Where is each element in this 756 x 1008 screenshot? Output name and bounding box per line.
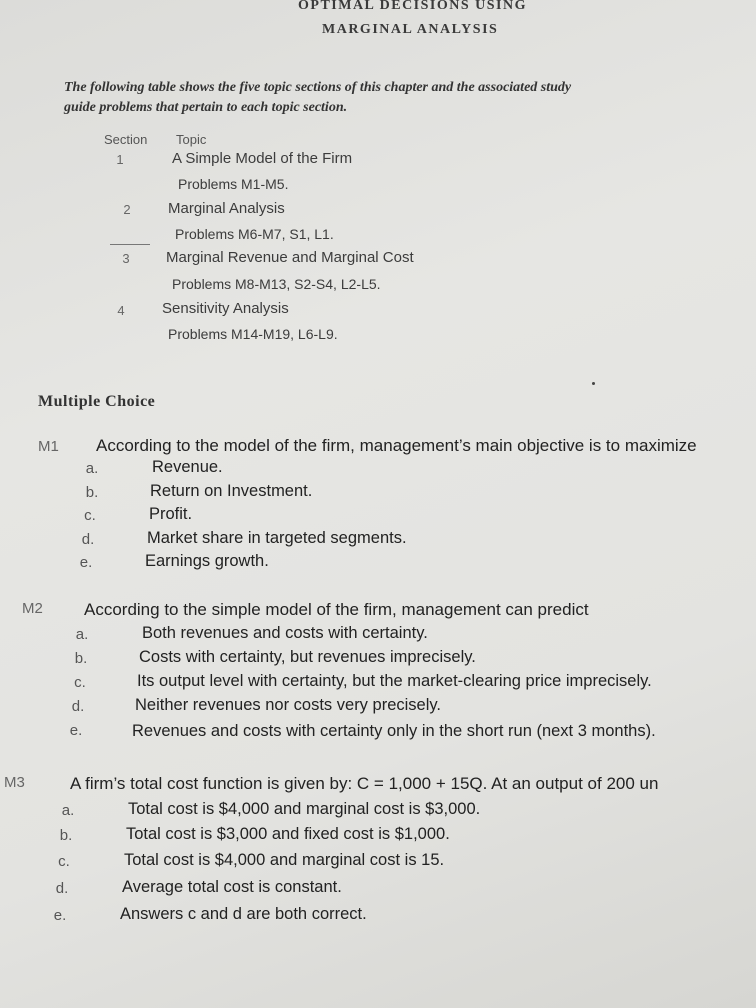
section-column-header: Section bbox=[104, 132, 148, 147]
speck bbox=[592, 382, 595, 385]
question-id: M3 bbox=[4, 774, 25, 791]
option-text: Total cost is $4,000 and marginal cost is $3,000. bbox=[128, 800, 481, 818]
question-text: A firm’s total cost function is given by: C = 1,000 + 15Q. At an output of 200 un bbox=[70, 774, 659, 793]
option-label: d. bbox=[81, 531, 95, 548]
option-label: c. bbox=[74, 674, 86, 691]
section-topic: A Simple Model of the Firm bbox=[172, 150, 353, 167]
question-text: According to the model of the firm, management’s main objective is to maximize bbox=[96, 436, 697, 455]
option-text: Revenues and costs with certainty only in the short run (next 3 months). bbox=[132, 722, 656, 740]
question-text: According to the simple model of the firm, management can predict bbox=[84, 600, 589, 619]
section-topic: Marginal Revenue and Marginal Cost bbox=[166, 249, 414, 266]
question-id: M1 bbox=[38, 438, 59, 455]
option-label: d. bbox=[55, 880, 69, 897]
chapter-title-line2: MARGINAL ANALYSIS bbox=[322, 22, 499, 37]
option-text: Costs with certainty, but revenues imprecisely. bbox=[139, 648, 476, 666]
option-label: e. bbox=[79, 554, 93, 571]
option-text: Average total cost is constant. bbox=[122, 878, 342, 896]
option-text: Total cost is $3,000 and fixed cost is $1,000. bbox=[126, 825, 450, 843]
option-label: e. bbox=[53, 907, 67, 924]
section-number: 3 bbox=[122, 251, 130, 266]
option-text: Answers c and d are both correct. bbox=[120, 905, 367, 923]
topic-column-header: Topic bbox=[176, 132, 207, 147]
section-number: 4 bbox=[117, 303, 125, 318]
option-label: b. bbox=[74, 650, 88, 667]
section-problems: Problems M14-M19, L6-L9. bbox=[168, 326, 338, 342]
option-text: Both revenues and costs with certainty. bbox=[142, 624, 428, 642]
option-text: Market share in targeted segments. bbox=[147, 529, 407, 547]
section-number: 1 bbox=[116, 152, 124, 167]
option-label: c. bbox=[84, 507, 96, 524]
option-label: a. bbox=[75, 626, 89, 643]
intro-line2: guide problems that pertain to each topic section. bbox=[64, 100, 348, 115]
option-text: Profit. bbox=[149, 505, 193, 523]
multiple-choice-heading: Multiple Choice bbox=[38, 393, 156, 410]
option-label: d. bbox=[71, 698, 85, 715]
question-id: M2 bbox=[22, 600, 43, 617]
option-text: Revenue. bbox=[152, 458, 223, 476]
section-problems: Problems M6-M7, S1, L1. bbox=[175, 226, 334, 242]
section-topic: Sensitivity Analysis bbox=[162, 300, 289, 317]
section-problems: Problems M1-M5. bbox=[178, 176, 289, 192]
option-text: Its output level with certainty, but the market-clearing price imprecisely. bbox=[137, 672, 652, 690]
table-divider bbox=[110, 244, 150, 245]
option-text: Neither revenues nor costs very precisely. bbox=[135, 696, 441, 714]
option-label: a. bbox=[61, 802, 75, 819]
option-label: e. bbox=[69, 722, 83, 739]
option-label: c. bbox=[58, 853, 70, 870]
section-problems: Problems M8-M13, S2-S4, L2-L5. bbox=[172, 276, 381, 292]
option-text: Earnings growth. bbox=[145, 552, 269, 570]
option-label: a. bbox=[85, 460, 99, 477]
section-topic: Marginal Analysis bbox=[168, 200, 285, 217]
chapter-title-line1: OPTIMAL DECISIONS USING bbox=[298, 0, 527, 13]
intro-line1: The following table shows the five topic sections of this chapter and the associated study bbox=[64, 80, 572, 95]
option-label: b. bbox=[59, 827, 73, 844]
section-number: 2 bbox=[123, 202, 131, 217]
option-text: Return on Investment. bbox=[150, 482, 313, 500]
option-text: Total cost is $4,000 and marginal cost is 15. bbox=[124, 851, 445, 869]
option-label: b. bbox=[85, 484, 99, 501]
